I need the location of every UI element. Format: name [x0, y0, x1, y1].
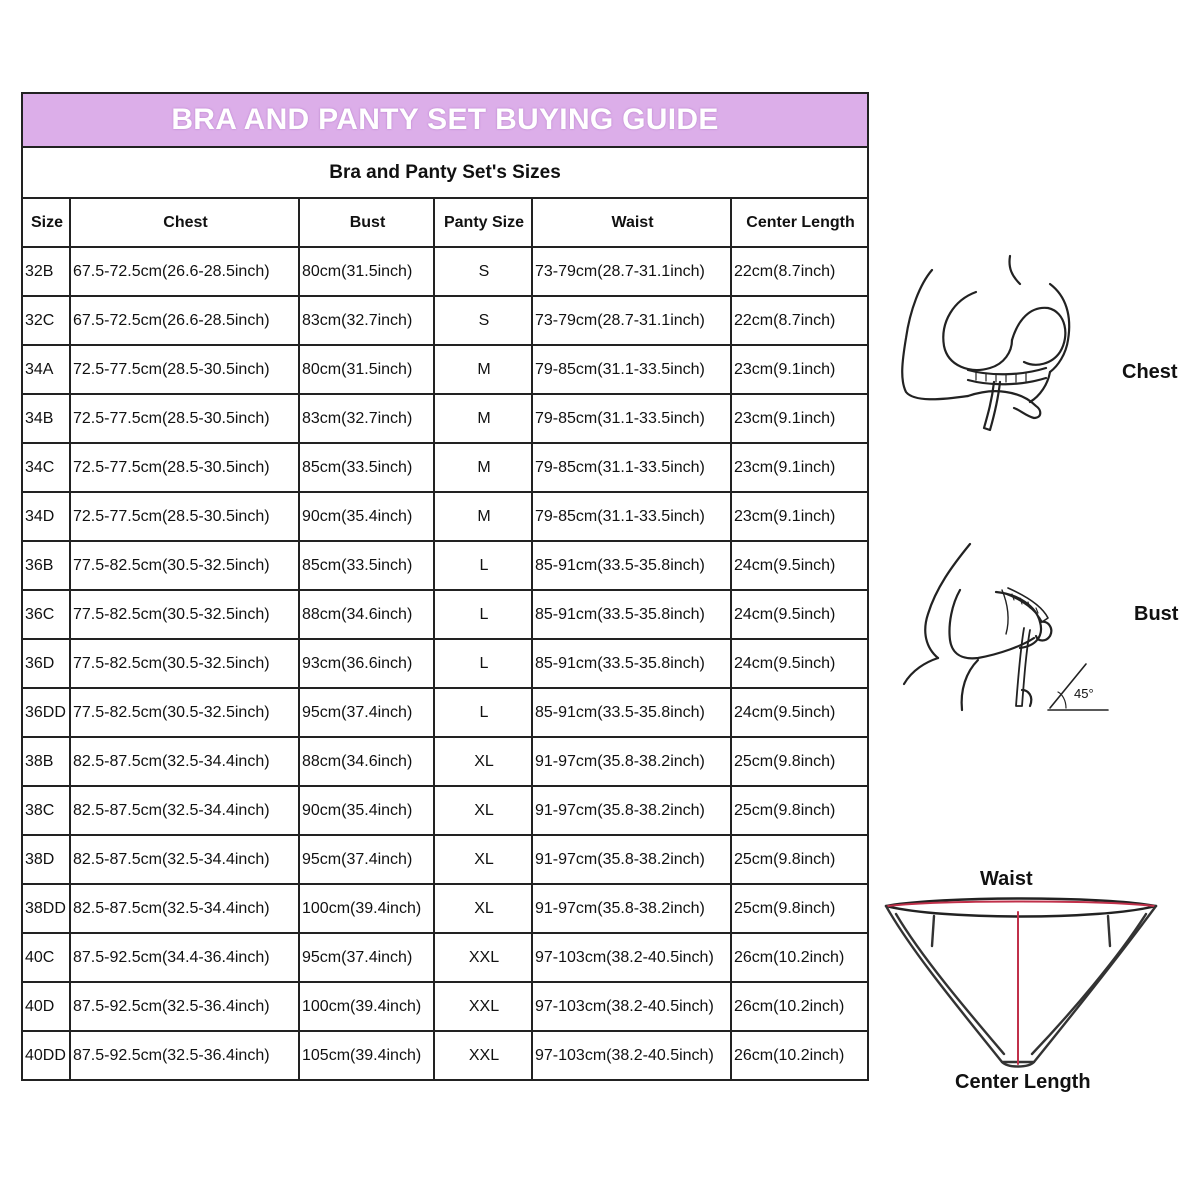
cell-panty-size: M	[434, 394, 532, 443]
bust-illustration	[890, 540, 1120, 720]
cell-bust: 93cm(36.6inch)	[299, 639, 434, 688]
cell-bust: 105cm(39.4inch)	[299, 1031, 434, 1079]
cell-waist: 97-103cm(38.2-40.5inch)	[532, 933, 731, 982]
cell-panty-size: M	[434, 345, 532, 394]
col-header-size: Size	[23, 199, 70, 247]
cell-center-length: 23cm(9.1inch)	[731, 443, 867, 492]
table-row	[23, 835, 867, 884]
cell-bust: 88cm(34.6inch)	[299, 590, 434, 639]
panty-illustration	[882, 892, 1160, 1074]
cell-waist: 91-97cm(35.8-38.2inch)	[532, 786, 731, 835]
cell-size: 34D	[23, 492, 70, 541]
cell-chest: 72.5-77.5cm(28.5-30.5inch)	[70, 443, 299, 492]
waist-label: Waist	[980, 868, 1033, 890]
size-table	[23, 199, 867, 1079]
cell-size: 36C	[23, 590, 70, 639]
cell-bust: 90cm(35.4inch)	[299, 492, 434, 541]
cell-chest: 82.5-87.5cm(32.5-34.4inch)	[70, 786, 299, 835]
cell-center-length: 26cm(10.2inch)	[731, 933, 867, 982]
cell-waist: 73-79cm(28.7-31.1inch)	[532, 296, 731, 345]
col-header-waist: Waist	[532, 199, 731, 247]
cell-chest: 87.5-92.5cm(32.5-36.4inch)	[70, 1031, 299, 1079]
cell-bust: 95cm(37.4inch)	[299, 933, 434, 982]
cell-center-length: 23cm(9.1inch)	[731, 492, 867, 541]
cell-panty-size: L	[434, 541, 532, 590]
cell-chest: 82.5-87.5cm(32.5-34.4inch)	[70, 884, 299, 933]
cell-bust: 100cm(39.4inch)	[299, 884, 434, 933]
col-header-bust: Bust	[299, 199, 434, 247]
cell-bust: 100cm(39.4inch)	[299, 982, 434, 1031]
cell-waist: 73-79cm(28.7-31.1inch)	[532, 247, 731, 296]
table-row	[23, 394, 867, 443]
cell-chest: 77.5-82.5cm(30.5-32.5inch)	[70, 639, 299, 688]
cell-size: 36D	[23, 639, 70, 688]
cell-bust: 83cm(32.7inch)	[299, 296, 434, 345]
cell-size: 38DD	[23, 884, 70, 933]
table-row	[23, 982, 867, 1031]
table-row	[23, 933, 867, 982]
cell-chest: 67.5-72.5cm(26.6-28.5inch)	[70, 296, 299, 345]
cell-chest: 77.5-82.5cm(30.5-32.5inch)	[70, 590, 299, 639]
cell-bust: 85cm(33.5inch)	[299, 541, 434, 590]
cell-waist: 97-103cm(38.2-40.5inch)	[532, 1031, 731, 1079]
col-header-chest: Chest	[70, 199, 299, 247]
cell-panty-size: S	[434, 296, 532, 345]
cell-size: 34B	[23, 394, 70, 443]
cell-panty-size: XL	[434, 884, 532, 933]
cell-panty-size: XXL	[434, 1031, 532, 1079]
cell-chest: 87.5-92.5cm(34.4-36.4inch)	[70, 933, 299, 982]
table-row	[23, 1031, 867, 1079]
cell-size: 34C	[23, 443, 70, 492]
cell-size: 38D	[23, 835, 70, 884]
table-row	[23, 737, 867, 786]
cell-panty-size: XXL	[434, 933, 532, 982]
table-row	[23, 443, 867, 492]
cell-center-length: 22cm(8.7inch)	[731, 247, 867, 296]
cell-size: 34A	[23, 345, 70, 394]
cell-waist: 85-91cm(33.5-35.8inch)	[532, 541, 731, 590]
col-header-center-length: Center Length	[731, 199, 867, 247]
cell-bust: 90cm(35.4inch)	[299, 786, 434, 835]
cell-chest: 67.5-72.5cm(26.6-28.5inch)	[70, 247, 299, 296]
cell-size: 40DD	[23, 1031, 70, 1079]
table-row	[23, 639, 867, 688]
table-row	[23, 590, 867, 639]
cell-waist: 91-97cm(35.8-38.2inch)	[532, 737, 731, 786]
guide-banner	[23, 94, 867, 148]
table-row	[23, 247, 867, 296]
cell-panty-size: S	[434, 247, 532, 296]
cell-chest: 87.5-92.5cm(32.5-36.4inch)	[70, 982, 299, 1031]
cell-chest: 82.5-87.5cm(32.5-34.4inch)	[70, 835, 299, 884]
cell-size: 38B	[23, 737, 70, 786]
cell-bust: 80cm(31.5inch)	[299, 345, 434, 394]
cell-waist: 85-91cm(33.5-35.8inch)	[532, 590, 731, 639]
cell-center-length: 25cm(9.8inch)	[731, 737, 867, 786]
cell-center-length: 25cm(9.8inch)	[731, 884, 867, 933]
angle-label: 45°	[1074, 686, 1094, 701]
table-row	[23, 345, 867, 394]
cell-bust: 85cm(33.5inch)	[299, 443, 434, 492]
cell-center-length: 23cm(9.1inch)	[731, 394, 867, 443]
center-length-label: Center Length	[955, 1071, 1091, 1093]
cell-center-length: 24cm(9.5inch)	[731, 590, 867, 639]
table-row	[23, 492, 867, 541]
cell-bust: 83cm(32.7inch)	[299, 394, 434, 443]
cell-chest: 72.5-77.5cm(28.5-30.5inch)	[70, 394, 299, 443]
cell-bust: 95cm(37.4inch)	[299, 835, 434, 884]
cell-waist: 79-85cm(31.1-33.5inch)	[532, 492, 731, 541]
cell-chest: 77.5-82.5cm(30.5-32.5inch)	[70, 688, 299, 737]
cell-panty-size: XL	[434, 835, 532, 884]
table-row	[23, 541, 867, 590]
table-subtitle: Bra and Panty Set's Sizes	[23, 148, 867, 199]
cell-waist: 85-91cm(33.5-35.8inch)	[532, 639, 731, 688]
table-header-row	[23, 199, 867, 247]
cell-center-length: 26cm(10.2inch)	[731, 982, 867, 1031]
cell-panty-size: L	[434, 590, 532, 639]
guide-title: BRA AND PANTY SET BUYING GUIDE	[171, 103, 719, 136]
size-guide	[21, 92, 869, 1081]
cell-center-length: 24cm(9.5inch)	[731, 541, 867, 590]
cell-center-length: 26cm(10.2inch)	[731, 1031, 867, 1079]
cell-size: 32B	[23, 247, 70, 296]
cell-size: 38C	[23, 786, 70, 835]
cell-bust: 88cm(34.6inch)	[299, 737, 434, 786]
cell-waist: 79-85cm(31.1-33.5inch)	[532, 394, 731, 443]
cell-bust: 95cm(37.4inch)	[299, 688, 434, 737]
cell-panty-size: M	[434, 443, 532, 492]
cell-panty-size: XXL	[434, 982, 532, 1031]
cell-size: 40D	[23, 982, 70, 1031]
table-row	[23, 296, 867, 345]
cell-size: 36DD	[23, 688, 70, 737]
table-row	[23, 786, 867, 835]
cell-chest: 72.5-77.5cm(28.5-30.5inch)	[70, 345, 299, 394]
cell-waist: 79-85cm(31.1-33.5inch)	[532, 345, 731, 394]
cell-center-length: 24cm(9.5inch)	[731, 639, 867, 688]
cell-panty-size: M	[434, 492, 532, 541]
cell-waist: 97-103cm(38.2-40.5inch)	[532, 982, 731, 1031]
cell-panty-size: XL	[434, 786, 532, 835]
cell-panty-size: XL	[434, 737, 532, 786]
chest-label: Chest	[1122, 361, 1178, 383]
cell-center-length: 25cm(9.8inch)	[731, 835, 867, 884]
table-row	[23, 884, 867, 933]
col-header-panty-size: Panty Size	[434, 199, 532, 247]
cell-center-length: 24cm(9.5inch)	[731, 688, 867, 737]
cell-chest: 82.5-87.5cm(32.5-34.4inch)	[70, 737, 299, 786]
cell-center-length: 23cm(9.1inch)	[731, 345, 867, 394]
cell-panty-size: L	[434, 688, 532, 737]
cell-waist: 79-85cm(31.1-33.5inch)	[532, 443, 731, 492]
table-row	[23, 688, 867, 737]
cell-bust: 80cm(31.5inch)	[299, 247, 434, 296]
cell-center-length: 25cm(9.8inch)	[731, 786, 867, 835]
cell-waist: 91-97cm(35.8-38.2inch)	[532, 835, 731, 884]
cell-size: 40C	[23, 933, 70, 982]
bust-label: Bust	[1134, 603, 1179, 625]
chest-illustration	[880, 250, 1080, 465]
cell-chest: 77.5-82.5cm(30.5-32.5inch)	[70, 541, 299, 590]
cell-waist: 85-91cm(33.5-35.8inch)	[532, 688, 731, 737]
cell-chest: 72.5-77.5cm(28.5-30.5inch)	[70, 492, 299, 541]
cell-size: 36B	[23, 541, 70, 590]
cell-size: 32C	[23, 296, 70, 345]
cell-panty-size: L	[434, 639, 532, 688]
cell-waist: 91-97cm(35.8-38.2inch)	[532, 884, 731, 933]
cell-center-length: 22cm(8.7inch)	[731, 296, 867, 345]
